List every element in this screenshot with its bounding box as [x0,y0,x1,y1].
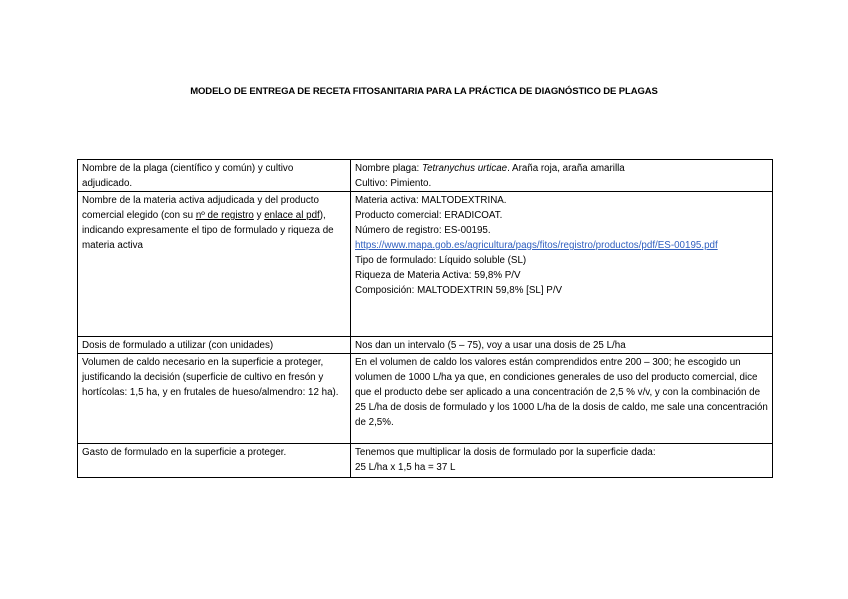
row-value-plaga [351,160,773,192]
registro-underlined: nº de registro [195,210,254,221]
table-row [78,192,773,337]
gasto-calculation: 25 L/ha x 1,5 ha = 37 L [355,462,456,473]
riqueza-materia-activa: Riqueza de Materia Activa: 59,8% P/V [355,270,521,281]
plaga-scientific-name: Tetranychus urticae [421,163,508,174]
plaga-common-name: . Araña roja, araña amarilla [507,163,625,174]
row-value-materia-activa [351,192,773,337]
label-text: Nombre de la materia activa adjudicada y del producto comercial elegido (con su [82,195,319,221]
numero-registro: Número de registro: ES-00195. [355,225,491,236]
row-value-gasto [351,444,773,478]
composicion: Composición: MALTODEXTRIN 59,8% [SL] P/V [355,285,563,296]
table-row [78,444,773,478]
producto-comercial: Producto comercial: ERADICOAT. [355,210,503,221]
row-value-volumen-caldo: En el volumen de caldo los valores están comprendidos entre 200 – 300; he escogido un volumen de 1000 L/ha ya que, en condiciones generales de uso del producto comercial, dice que el producto debe ser aplicado a una concentración de 2,5 % v/v, y con la combinación de 25 L/ha de dosis de formulado y los 1000 L/ha de la dosis de caldo, me sale una concentración de 2,5%. [351,354,773,444]
plaga-name [355,161,768,176]
row-label-plaga: Nombre de la plaga (científico y común) y cultivo adjudicado. [78,160,351,192]
label-text: y [253,210,265,221]
row-value-dosis: Nos dan un intervalo (5 – 75), voy a usar una dosis de 25 L/ha [351,337,773,354]
row-label-dosis: Dosis de formulado a utilizar (con unidades) [78,337,351,354]
tipo-formulado: Tipo de formulado: Líquido soluble (SL) [355,255,527,266]
cultivo: Cultivo: Pimiento. [355,178,432,189]
row-label-gasto: Gasto de formulado en la superficie a proteger. [78,444,351,478]
row-label-materia-activa [78,192,351,337]
plaga-label: Nombre plaga: [355,163,422,174]
row-label-volumen-caldo: Volumen de caldo necesario en la superficie a proteger, justificando la decisión (superficie de cultivo en fresón y hortícolas: 1,5 ha, y en frutales de hueso/almendro: 12 ha). [78,354,351,444]
materia-activa: Materia activa: MALTODEXTRINA. [355,195,507,206]
recipe-table [77,159,773,478]
enlace-underlined: enlace al pdf [264,210,320,221]
registro-pdf-link[interactable]: https://www.mapa.gob.es/agricultura/pags/fitos/registro/productos/pdf/ES-00195.pdf [355,240,718,251]
label-text: ), indicando expresamente el tipo de formulado y riqueza de materia activa [82,210,334,251]
table-row [78,160,773,192]
gasto-explanation: Tenemos que multiplicar la dosis de formulado por la superficie dada: [355,447,656,458]
document-title: MODELO DE ENTREGA DE RECETA FITOSANITARIA PARA LA PRÁCTICA DE DIAGNÓSTICO DE PLAGAS [190,86,658,97]
table-row [78,354,773,444]
table-row [78,337,773,354]
